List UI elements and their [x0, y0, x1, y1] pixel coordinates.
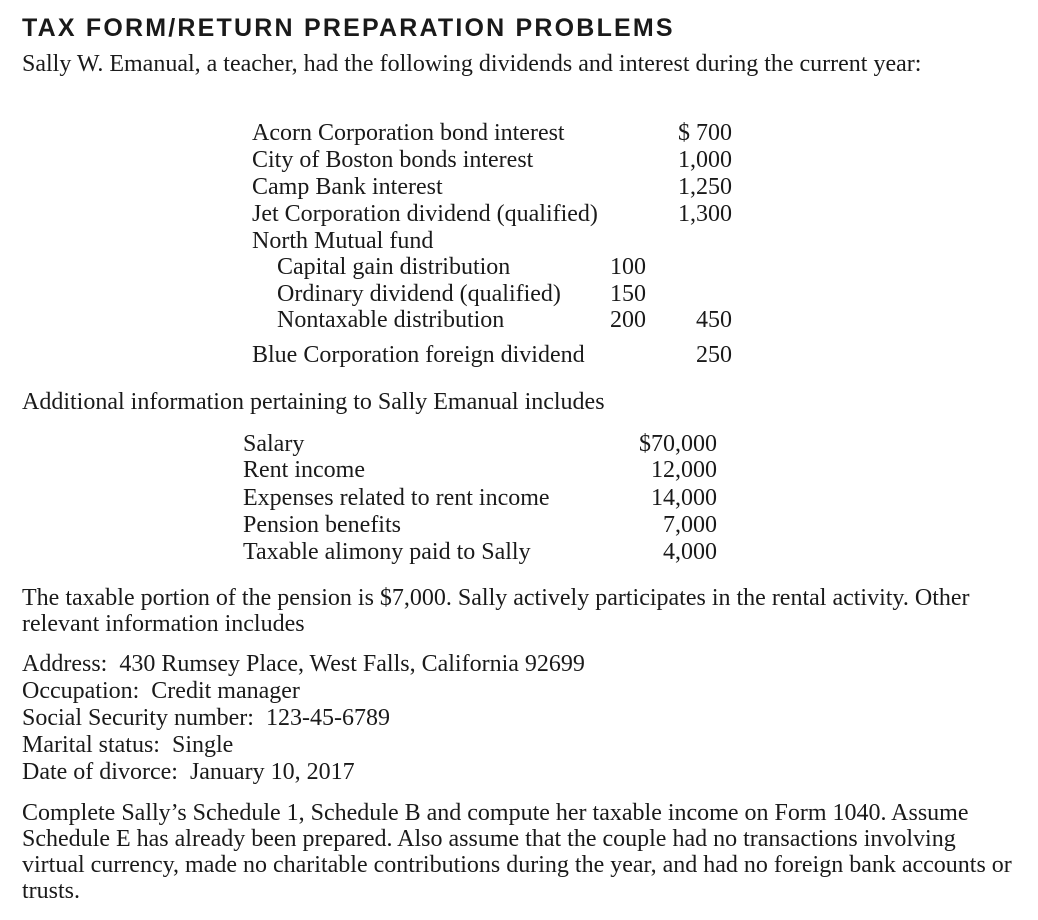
income-item-label: City of Boston bonds interest: [252, 147, 534, 173]
income-item-label: Jet Corporation dividend (qualified): [252, 201, 598, 227]
info-marital-status: [22, 732, 233, 759]
mutual-fund-item-amount: 200: [610, 307, 646, 333]
mutual-fund-item-amount: 150: [610, 281, 646, 307]
mutual-fund-item-label: Nontaxable distribution: [277, 307, 505, 333]
info-label: Date of divorce:: [22, 759, 178, 785]
additional-item-amount: 4,000: [663, 539, 717, 565]
mutual-fund-item-amount: 100: [610, 254, 646, 280]
info-value: Single: [171, 732, 234, 758]
info-address: [22, 651, 585, 678]
info-label: Occupation:: [22, 678, 140, 704]
section-heading: TAX FORM/RETURN PREPARATION PROBLEMS: [22, 14, 675, 42]
info-value: 123-45-6789: [265, 705, 390, 731]
additional-intro: Additional information pertaining to Sally Emanual includes: [22, 389, 605, 415]
additional-item-amount: $70,000: [639, 431, 717, 457]
income-item-amount: 1,000: [678, 147, 732, 173]
income-item-amount: 1,250: [678, 174, 732, 200]
income-item-label: Acorn Corporation bond interest: [252, 120, 565, 146]
info-label: Address:: [22, 651, 108, 677]
income-item-amount: 1,300: [678, 201, 732, 227]
info-occupation: [22, 678, 300, 705]
info-value: Credit manager: [151, 678, 300, 704]
info-label: Marital status:: [22, 732, 160, 758]
foreign-dividend-amount: 250: [696, 342, 732, 368]
info-label: Social Security number:: [22, 705, 254, 731]
additional-item-amount: 12,000: [651, 457, 717, 483]
pension-paragraph: The taxable portion of the pension is $7,000. Sally actively participates in the rental activity. Other relevant information includes: [22, 585, 970, 637]
additional-item-label: Rent income: [243, 457, 365, 483]
additional-item-label: Taxable alimony paid to Sally: [243, 539, 531, 565]
task-paragraph: Complete Sally’s Schedule 1, Schedule B and compute her taxable income on Form 1040. Assume Schedule E has already been prepared. Also assume that the couple had no transactions involving virtual currency, made no charitable contributions during the year, and had no foreign bank accounts or trusts.: [22, 800, 1012, 904]
info-divorce-date: [22, 759, 355, 786]
mutual-fund-item-label: Capital gain distribution: [277, 254, 511, 280]
mutual-fund-label: North Mutual fund: [252, 228, 434, 254]
additional-item-label: Salary: [243, 431, 305, 457]
mutual-fund-item-label: Ordinary dividend (qualified): [277, 281, 561, 307]
info-value: January 10, 2017: [189, 759, 355, 785]
mutual-fund-total: 450: [696, 307, 732, 333]
additional-item-label: Expenses related to rent income: [243, 485, 550, 511]
foreign-dividend-label: Blue Corporation foreign dividend: [252, 342, 585, 368]
intro-paragraph: Sally W. Emanual, a teacher, had the following dividends and interest during the current year:: [22, 51, 922, 77]
additional-item-amount: 14,000: [651, 485, 717, 511]
additional-item-amount: 7,000: [663, 512, 717, 538]
info-value: 430 Rumsey Place, West Falls, California 92699: [119, 651, 585, 677]
additional-item-label: Pension benefits: [243, 512, 401, 538]
income-item-amount: $ 700: [678, 120, 732, 146]
info-ssn: [22, 705, 390, 732]
income-item-label: Camp Bank interest: [252, 174, 443, 200]
